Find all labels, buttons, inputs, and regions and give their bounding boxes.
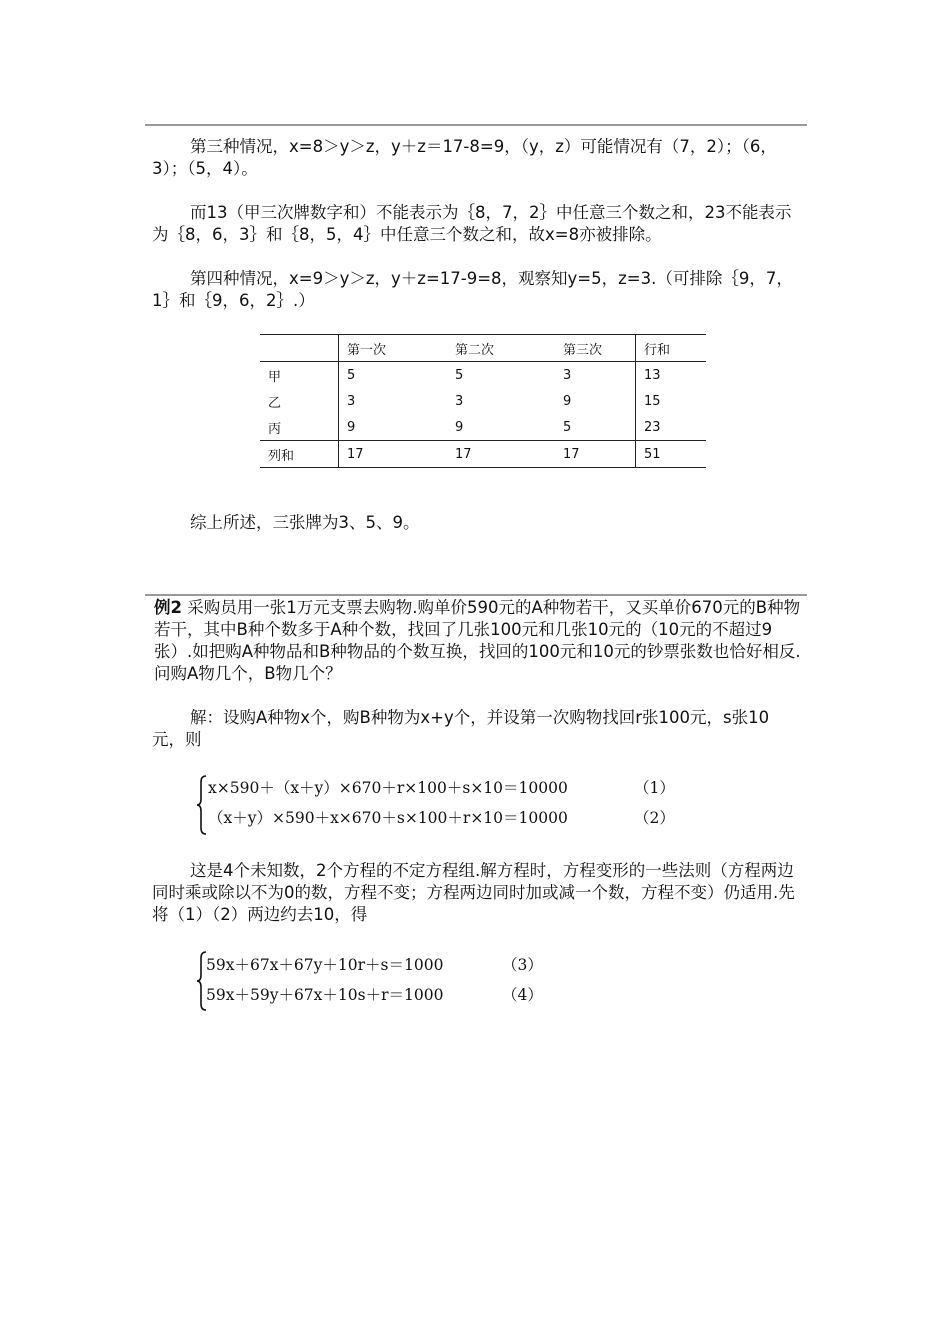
top-divider	[145, 124, 807, 126]
table-cell: 13	[636, 362, 707, 389]
table-cell: 15	[636, 388, 707, 414]
table-footer-cell: 列和	[260, 441, 339, 468]
table-footer-cell: 17	[555, 441, 636, 468]
table-cell: 9	[563, 393, 572, 409]
section-divider	[145, 594, 807, 596]
table-row	[260, 388, 706, 414]
example2-paragraph	[154, 597, 804, 685]
left-brace-icon	[196, 774, 208, 836]
table-header-cell: 第三次	[555, 335, 636, 362]
table-footer-cell: 17	[447, 441, 555, 468]
equation-1-number: （1）	[634, 779, 675, 797]
table-footer-cell: 51	[636, 441, 707, 468]
table-footer-cell: 17	[339, 441, 448, 468]
example2-label: 例2	[154, 598, 182, 617]
table-cell: 9	[455, 419, 464, 435]
conclusion-paragraph: 综上所述，三张牌为3、5、9。	[190, 513, 420, 532]
table-cell: 5	[455, 367, 464, 383]
table-footer-row	[260, 441, 706, 468]
equation-1: x×590＋（x＋y）×670＋r×100＋s×10＝10000	[208, 779, 568, 797]
table-cell: 乙	[268, 395, 282, 411]
explanation-paragraph: 这是4个未知数，2个方程的不定方程组.解方程时，方程变形的一些法则（方程两边同时乘或除以不为0的数，方程不变；方程两边同时加或减一个数，方程不变）仍适用.先将（1）（2）两边约去10，得	[152, 861, 795, 924]
equation-system-2	[196, 950, 596, 1012]
table-header-cell: 行和	[636, 335, 707, 362]
table-cell: 丙	[268, 421, 282, 437]
table-header-cell	[260, 335, 339, 362]
table-cell: 9	[339, 414, 448, 441]
solution-paragraph: 解：设购A种物x个，购B种物为x+y个，并设第一次购物找回r张100元，s张10元，则	[152, 708, 770, 749]
equation-system-1	[196, 774, 696, 836]
equation-4: 59x＋59y＋67x＋10s＋r＝1000	[206, 986, 444, 1004]
table-row	[260, 362, 706, 389]
table-cell: 3	[455, 393, 464, 409]
equation-4-number: （4）	[502, 986, 543, 1004]
table-cell: 5	[563, 419, 572, 435]
table-header-row	[260, 335, 706, 362]
equation-2: （x＋y）×590＋x×670＋s×100＋r×10＝10000	[208, 809, 568, 827]
table-header-cell: 第二次	[447, 335, 555, 362]
example2-text: 采购员用一张1万元支票去购物.购单价590元的A种物若干，又买单价670元的B种物若干，其中B种个数多于A种个数，找回了几张100元和几张10元的（10元的不超过9张）.如把购A种物品和B种物品的个数互换，找回的100元和10元的钞票张数也恰好相反.问购A物几个，B物几个？	[154, 598, 801, 683]
table-cell: 甲	[268, 369, 282, 385]
table-cell: 23	[636, 414, 707, 441]
case3-paragraph: 第三种情况，x=8＞y＞z，y＋z＝17-8=9，（y，z）可能情况有（7，2）；（6，3）；（5，4）。	[152, 137, 777, 178]
score-table	[260, 334, 706, 468]
equation-2-number: （2）	[634, 809, 675, 827]
table-cell: 3	[563, 367, 572, 383]
equation-3: 59x＋67x＋67y＋10r＋s＝1000	[206, 956, 444, 974]
case3-exclusion-paragraph: 而13（甲三次牌数字和）不能表示为｛8，7，2｝中任意三个数之和，23不能表示为｛8，6，3｝和｛8，5，4｝中任意三个数之和，故x=8亦被排除。	[152, 203, 792, 244]
table-cell: 5	[339, 362, 448, 389]
case4-paragraph: 第四种情况，x=9＞y＞z，y＋z=17-9=8，观察知y=5，z=3.（可排除｛9，7，1｝和｛9，6，2｝.）	[152, 269, 793, 310]
table-row	[260, 414, 706, 441]
table-cell: 3	[339, 388, 448, 414]
table-header-cell: 第一次	[339, 335, 448, 362]
equation-3-number: （3）	[502, 956, 543, 974]
